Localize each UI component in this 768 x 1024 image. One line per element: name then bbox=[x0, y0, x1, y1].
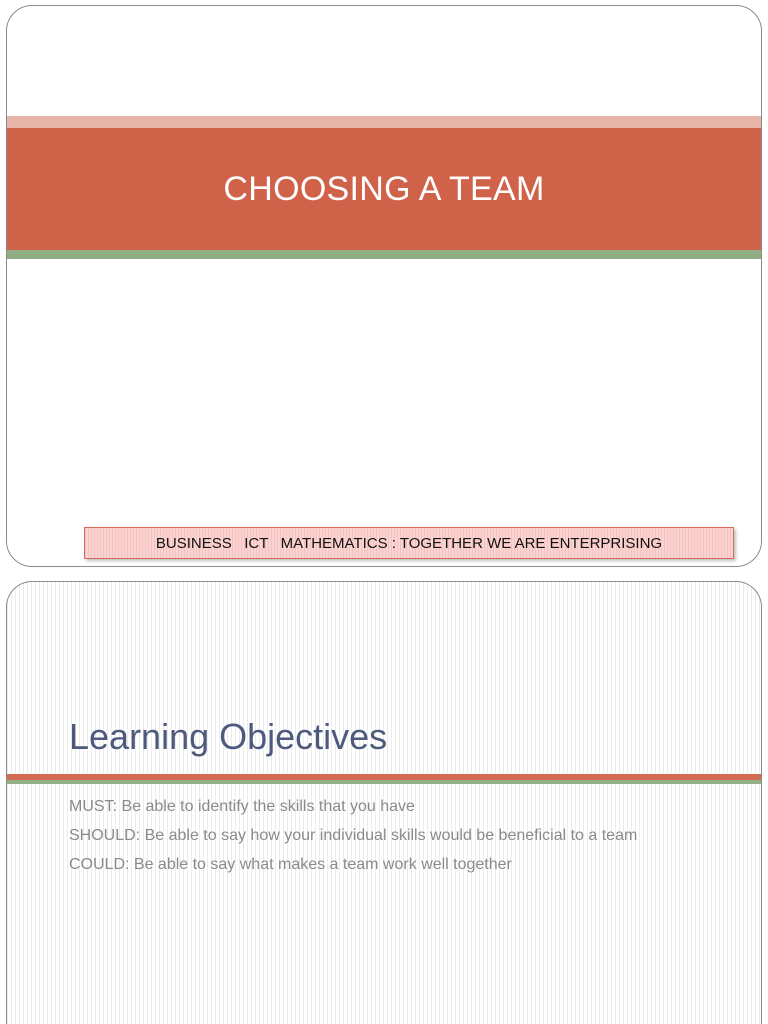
objectives-list bbox=[69, 794, 709, 881]
subtitle-box bbox=[84, 527, 734, 559]
slide-subtitle: BUSINESS ICT MATHEMATICS : TOGETHER WE ARE ENTERPRISING bbox=[155, 534, 663, 552]
title-band-top-stripe bbox=[7, 116, 761, 128]
slide-title: CHOOSING A TEAM bbox=[223, 169, 545, 208]
title-band bbox=[7, 128, 761, 250]
title-slide bbox=[6, 5, 762, 567]
title-band-bottom-stripe bbox=[7, 250, 761, 259]
heading-rule-green bbox=[7, 780, 761, 784]
objective-must: MUST: Be able to identify the skills that you have bbox=[69, 798, 415, 815]
objectives-slide bbox=[6, 581, 762, 1024]
objective-should: SHOULD: Be able to say how your individual skills would be beneficial to a team bbox=[69, 827, 638, 844]
objectives-heading: Learning Objectives bbox=[69, 716, 388, 757]
objective-could: COULD: Be able to say what makes a team work well together bbox=[69, 856, 512, 873]
